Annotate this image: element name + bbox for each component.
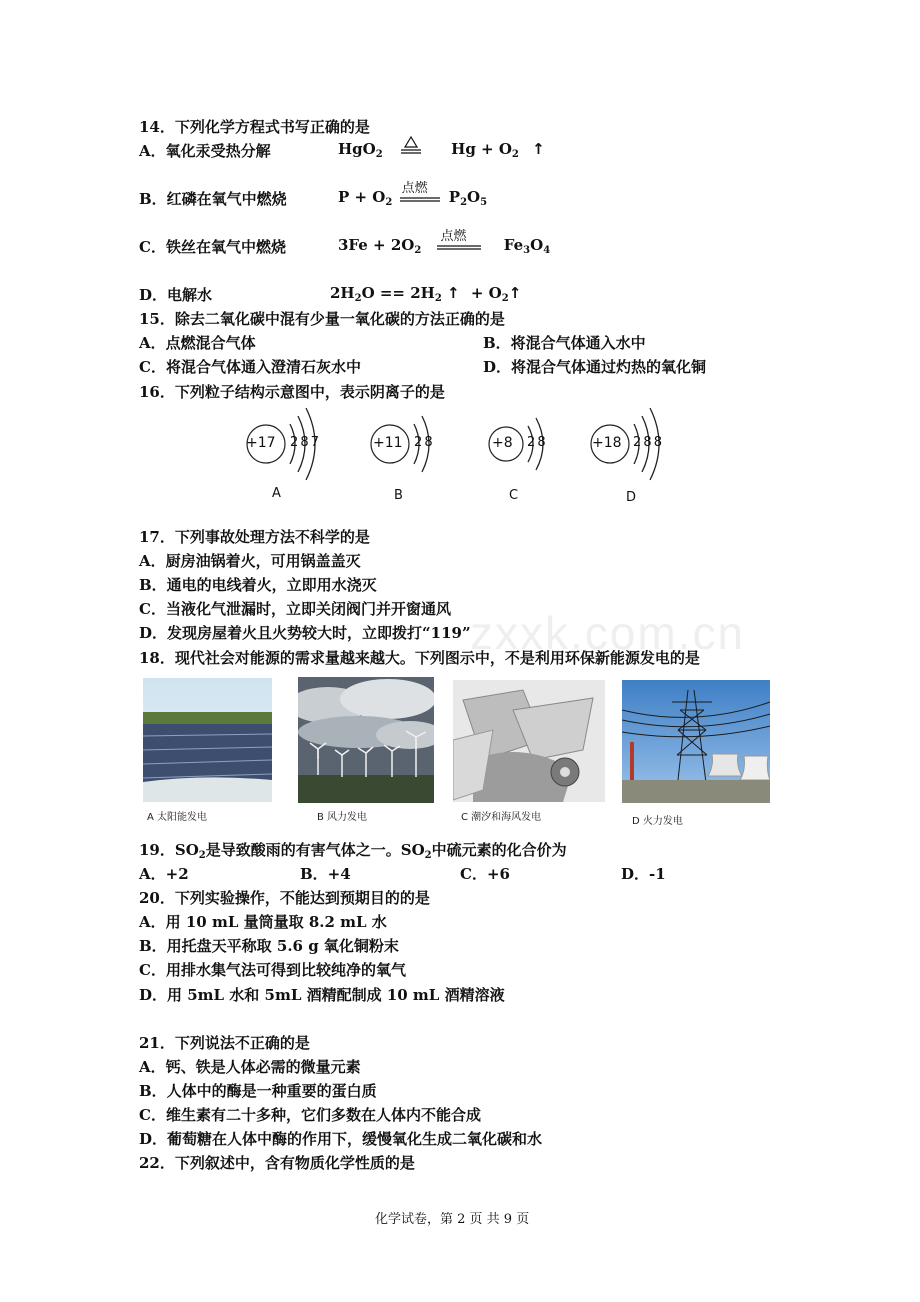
q14-option-c-equation: $3Fe + 2O_2$ 点燃 $Fe_3O_4$ xyxy=(338,229,551,256)
ignite-condition-symbol: 点燃 xyxy=(401,181,428,196)
q14-option-b-label: B．红磷在氧气中燃烧 xyxy=(139,190,287,208)
diagram-d-label: D xyxy=(626,490,637,505)
q19-option-b: B．+4 xyxy=(300,865,351,883)
ignite-condition-symbol: 点燃 xyxy=(440,229,467,244)
q14-stem: 14．下列化学方程式书写正确的是 xyxy=(139,118,370,136)
page-footer: 化学试卷，第 2 页 共 9 页 xyxy=(375,1212,530,1227)
q22-stem: 22．下列叙述中，含有物质化学性质的是 xyxy=(139,1154,415,1172)
watermark: zxxk.com.cn xyxy=(470,607,746,659)
wind-power-photo xyxy=(298,677,434,803)
q17-option-c: C．当液化气泄漏时，立即关闭阀门并开窗通风 xyxy=(139,600,451,618)
q21-option-b: B．人体中的酶是一种重要的蛋白质 xyxy=(139,1082,377,1100)
photo-c-caption: C 潮汐和海风发电 xyxy=(461,812,542,823)
q21-option-c: C．维生素有二十多种，它们多数在人体内不能合成 xyxy=(139,1106,481,1124)
diagram-b-electrons: 2 8 xyxy=(414,435,432,450)
diagram-c-electrons: 2 8 xyxy=(527,435,545,450)
q17-option-b: B．通电的电线着火，立即用水浇灭 xyxy=(139,576,377,594)
q20-stem: 20．下列实验操作，不能达到预期目的的是 xyxy=(139,889,430,907)
q19-option-c: C．+6 xyxy=(460,865,510,883)
q18-stem: 18．现代社会对能源的需求量越来越大。下列图示中，不是利用环保新能源发电的是 xyxy=(139,649,700,667)
diagram-b-label: B xyxy=(394,488,403,503)
photo-d-caption: D 火力发电 xyxy=(632,816,683,827)
diagram-c-label: C xyxy=(509,488,519,503)
diagram-c-nucleus: +8 xyxy=(492,435,513,451)
gas-arrow-icon: ↑ xyxy=(508,284,522,302)
q17-option-d: D．发现房屋着火且火势较大时，立即拨打“119” xyxy=(139,624,471,642)
diagram-a-electrons: 2 8 7 xyxy=(290,435,319,450)
gas-arrow-icon: ↑ xyxy=(447,284,460,302)
diagram-d-electrons: 2 8 8 xyxy=(633,435,662,450)
tidal-power-photo xyxy=(453,680,605,802)
diagram-d-nucleus: +18 xyxy=(592,435,622,451)
q15-option-b: B．将混合气体通入水中 xyxy=(483,334,646,352)
q20-option-c: C．用排水集气法可得到比较纯净的氧气 xyxy=(139,961,406,979)
diagram-a-nucleus: +17 xyxy=(246,435,276,451)
q17-option-a: A．厨房油锅着火，可用锅盖盖灭 xyxy=(139,552,361,570)
q15-option-d: D．将混合气体通过灼热的氧化铜 xyxy=(483,358,707,376)
q16-stem: 16．下列粒子结构示意图中，表示阴离子的是 xyxy=(139,383,445,401)
q19-stem: 19．$SO_2$是导致酸雨的有害气体之一。$SO_2$中硫元素的化合价为 xyxy=(139,841,567,861)
q15-option-a: A．点燃混合气体 xyxy=(139,334,256,352)
q17-stem: 17．下列事故处理方法不科学的是 xyxy=(139,528,370,546)
q14-option-b-equation: $P + O_2$ 点燃 $P_2O_5$ xyxy=(338,181,488,208)
q14-option-a-label: A．氧化汞受热分解 xyxy=(139,142,271,160)
q14-option-d-equation: $2H_2O == 2H_2$ ↑ + $O_2↑$ xyxy=(330,284,522,304)
q19-option-a: A．+2 xyxy=(139,865,189,883)
q20-option-d: D．用 5mL 水和 5mL 酒精配制成 10 mL 酒精溶液 xyxy=(139,986,505,1004)
q21-option-d: D．葡萄糖在人体中酶的作用下，缓慢氧化生成二氧化碳和水 xyxy=(139,1130,543,1148)
q21-option-a: A．钙、铁是人体必需的微量元素 xyxy=(139,1058,361,1076)
q19-option-d: D．-1 xyxy=(621,865,666,883)
q14-option-d-label: D．电解水 xyxy=(139,286,213,304)
photo-b-caption: B 风力发电 xyxy=(317,812,368,823)
atomic-structure-diagrams xyxy=(228,406,688,510)
gas-arrow-icon: ↑ xyxy=(532,140,545,158)
heat-condition-symbol xyxy=(388,143,446,157)
solar-power-photo xyxy=(143,678,272,802)
q21-stem: 21．下列说法不正确的是 xyxy=(139,1034,310,1052)
diagram-b-nucleus: +11 xyxy=(373,435,403,451)
q14-option-a-equation: HgO$_2$ $Hg + O_2$ ↑ xyxy=(338,140,545,160)
q15-stem: 15．除去二氧化碳中混有少量一氧化碳的方法正确的是 xyxy=(139,310,505,328)
diagram-a-label: A xyxy=(272,486,281,501)
q14-option-c-label: C．铁丝在氧气中燃烧 xyxy=(139,238,286,256)
photo-a-caption: A 太阳能发电 xyxy=(147,812,208,823)
q15-option-c: C．将混合气体通入澄清石灰水中 xyxy=(139,358,361,376)
thermal-power-photo xyxy=(622,680,770,803)
q20-option-a: A．用 10 mL 量筒量取 8.2 mL 水 xyxy=(139,913,387,931)
q20-option-b: B．用托盘天平称取 5.6 g 氧化铜粉末 xyxy=(139,937,399,955)
